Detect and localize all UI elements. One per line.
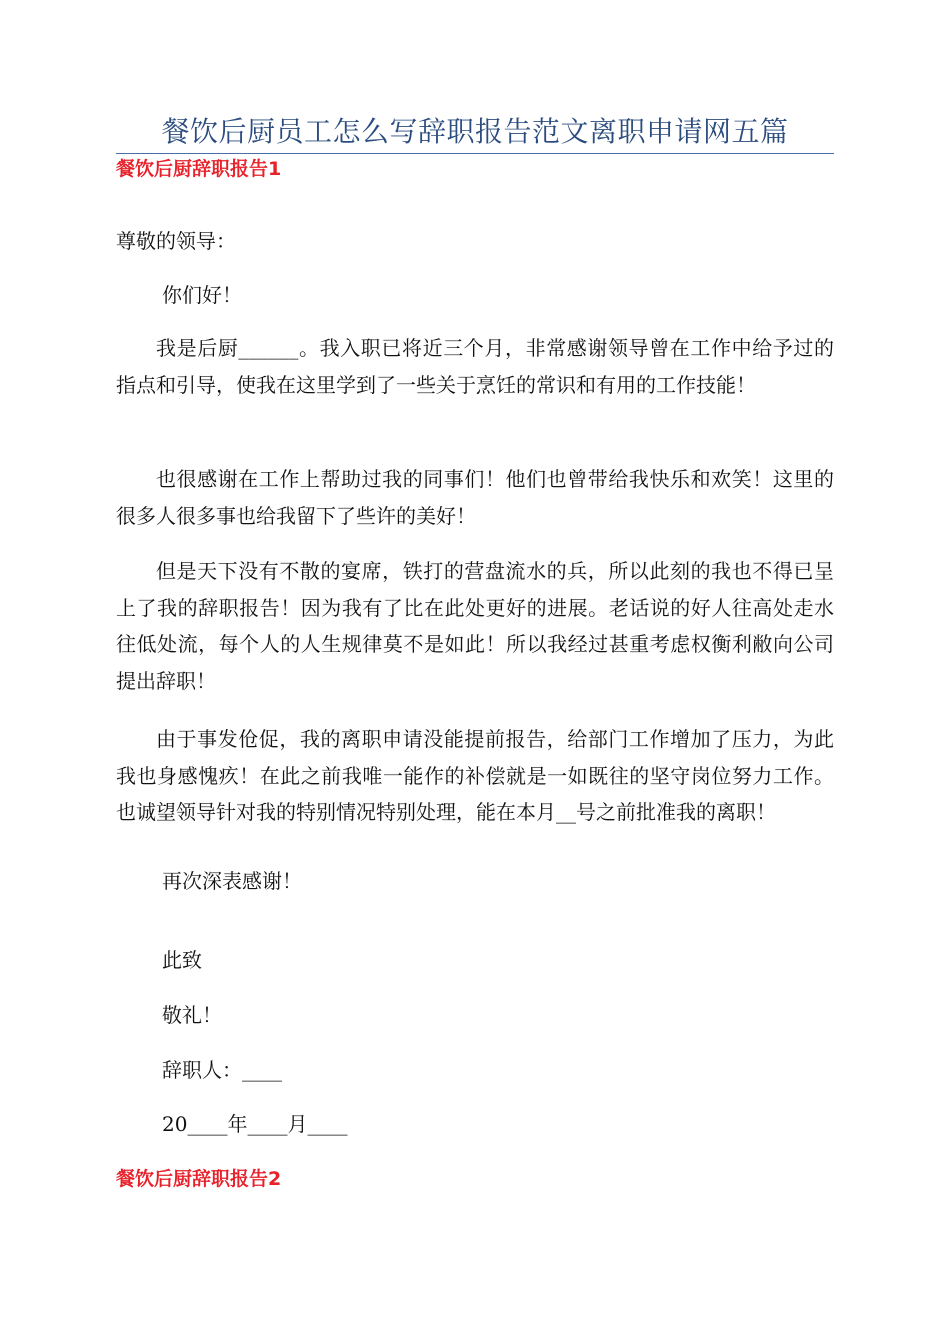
salutation: 尊敬的领导： bbox=[116, 229, 236, 253]
section-heading-2: 餐饮后厨辞职报告2 bbox=[116, 1168, 282, 1190]
body-paragraph-3: 但是天下没有不散的宴席，铁打的营盘流水的兵，所以此刻的我也不得已呈上了我的辞职报告！因为我有了比在此处更好的进展。老话说的好人往高处走水往低处流，每个人的人生规律莫不是如此！所以我经过甚重考虑权衡利敝向公司提出辞职！ bbox=[116, 559, 834, 693]
document-title: 餐饮后厨员工怎么写辞职报告范文离职申请网五篇 bbox=[161, 115, 789, 148]
body-paragraph-2: 也很感谢在工作上帮助过我的同事们！他们也曾带给我快乐和欢笑！这里的很多人很多事也给我留下了些许的美好！ bbox=[116, 467, 834, 528]
signature-line: 辞职人：____ bbox=[162, 1058, 282, 1082]
greeting: 你们好！ bbox=[162, 283, 242, 307]
closing-respect-2: 敬礼！ bbox=[162, 1003, 222, 1027]
date-line: 20____年____月____ bbox=[162, 1112, 348, 1136]
section-heading-1: 餐饮后厨辞职报告1 bbox=[116, 158, 282, 180]
title-underline bbox=[116, 153, 834, 154]
closing-respect-1: 此致 bbox=[162, 948, 202, 972]
body-paragraph-1: 我是后厨______。我入职已将近三个月，非常感谢领导曾在工作中给予过的指点和引导，使我在这里学到了一些关于烹饪的常识和有用的工作技能！ bbox=[116, 336, 834, 397]
closing-thanks: 再次深表感谢！ bbox=[162, 869, 302, 893]
body-paragraph-4: 由于事发伧促，我的离职申请没能提前报告，给部门工作增加了压力，为此我也身感愧疚！在此之前我唯一能作的补偿就是一如既往的坚守岗位努力工作。也诚望领导针对我的特别情况特别处理，能在本月__号之前批准我的离职！ bbox=[116, 727, 834, 824]
